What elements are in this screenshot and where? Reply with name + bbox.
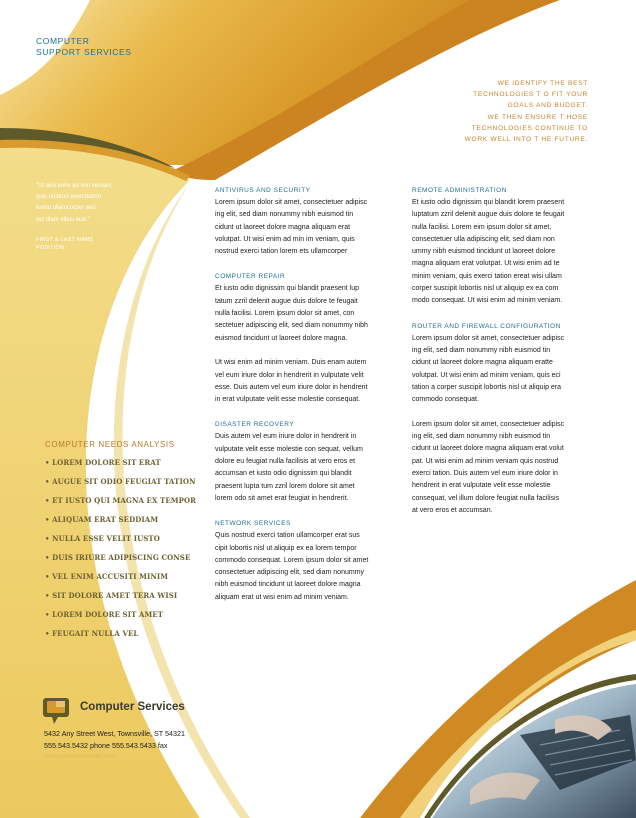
quote-line: lorem ullamcorper wisi [36, 205, 96, 212]
tagline-line: WE IDENTIFY THE BEST [497, 80, 588, 87]
body-text-line: exerci tation. Duis autem vel eum iriure dolor in [412, 469, 558, 477]
body-text-line: nibh euismod tincidunt ut laoreet dolore magna [215, 581, 361, 589]
body-text-line: tatum zzril delenit augue duis dolore te feugait [215, 297, 358, 305]
needs-title: COMPUTER NEEDS ANALYSIS [45, 440, 175, 449]
section-heading: DISASTER RECOVERY [215, 421, 295, 429]
section-heading: ANTIVIRUS AND SECURITY [215, 187, 311, 194]
body-text-line: esse. Duis autem vel eum iriure dolor in hendrerit [215, 383, 368, 391]
contact-info [44, 728, 185, 753]
list-item: • LOREM DOLORE SIT AMET [45, 610, 164, 619]
body-text-line: cidunt ut laoreet dolore magna aliquam eratte [412, 359, 553, 367]
quote-line: set diam ellius erat." [36, 216, 90, 223]
body-text-line [215, 345, 391, 357]
list-item: • FEUGAIT NULLA VEL [45, 629, 139, 638]
article-section [215, 186, 391, 258]
body-text-line: nostrud exerci tation lorem ets ullamcorper [215, 248, 348, 256]
body-text-line: commodo consequat. [412, 396, 479, 404]
body-text-line: dolore eu feugiat nulla facilisis at vero eros et [215, 458, 356, 466]
body-text-line: Quis nostrud exerci tation ullamcorper erat sus [215, 532, 360, 540]
list-item: • SIT DOLORE AMET TERA WISI [45, 591, 178, 600]
body-text-line: Ut wisi enim ad minim veniam. Duis enam autem [215, 359, 367, 367]
quote-author-name: FIRST & LAST NAME [36, 237, 94, 243]
article-section [215, 519, 391, 604]
body-text-line [412, 406, 588, 418]
body-text-line: aliquam erat ut wisi enim ad minim veniam. [215, 593, 349, 601]
body-text-line: cidunt ut laoreet dolore magna aliquam erat volut [412, 445, 564, 453]
quote-author-position: POSITION [36, 245, 65, 251]
list-item: • DUIS IRIURE ADIPISCING CONSE [45, 553, 191, 562]
tagline [388, 78, 588, 145]
body-text-line: ummy nibh euismod tincidunt ut laoreet dolore [412, 248, 556, 256]
article-section [412, 186, 588, 308]
list-item: • ALIQUAM ERAT SEDDIAM [45, 515, 159, 524]
footer-company-name: Computer Services [80, 701, 185, 713]
body-text-line: Lorem ipsum dolor sit amet, consectetuer adipisc [412, 334, 565, 342]
article-column-right [412, 186, 588, 531]
body-text-line: volutpat. Ut wisi enim ad min im veniam, quis [215, 235, 355, 243]
body-text-line: tation a corper suscipit lobortis nisl ut aliquip era [412, 383, 562, 391]
body-text-line: ing elit, sed diam nonummy nibh euismod tin [412, 346, 551, 354]
list-item: • AUGUE SIT ODIO FEUGIAT TATION [45, 477, 196, 486]
tagline-line: GOALS AND BUDGET. [507, 102, 588, 110]
company-logo-icon [42, 696, 76, 726]
section-heading: COMPUTER REPAIR [215, 273, 286, 281]
body-text-line: pat. Ut wisi enim ad minim veniam quis nostrud [412, 457, 559, 465]
needs-analysis [45, 439, 215, 647]
article-column-left [215, 186, 391, 618]
list-item: • NULLA ESSE VELIT IUSTO [45, 534, 160, 543]
pull-quote [36, 181, 156, 226]
body-text-line: magna aliquam erat volutpat. Ut wisi enim ad te [412, 260, 560, 268]
body-text-line: praesent lupta tum zzril lorem dolore sit amet [215, 482, 355, 490]
body-text-line: lorem odo sit amet erat feugiat in hendrerit. [215, 494, 349, 502]
body-text-line: Lorem ipsum dolor sit amet, consectetuer adipisc [412, 420, 565, 428]
section-heading: REMOTE ADMINISTRATION [412, 187, 507, 194]
article-section [215, 420, 391, 505]
tagline-line: TECHNOLOGIES CONTINUE TO [471, 124, 588, 132]
body-text-line: sectetuer adipiscing elit, sed diam nonummy nibh [215, 322, 368, 330]
body-text-line: cipit lobortis nisl ut aliquip ex ea lorem tempor [215, 544, 357, 552]
body-text-line: modo consequat. Ut wisi enim ad minim veniam. [412, 297, 563, 305]
body-text-line: accumsan et iusto odio dignissim qui blandit [215, 470, 352, 478]
body-text-line: Duis autem vel eum iriure dolor in hendrerit in [215, 433, 357, 441]
list-item: • VEL ENIM ACCUSITI MINIM [45, 572, 169, 581]
article-section [412, 322, 588, 517]
body-text-line: vel eum iriure dolor in hendrerit in vulputate velit [215, 371, 364, 379]
body-text-line: nulla facilisi. Lorem eim ipsum dolor sit amet, [412, 223, 552, 231]
body-text-line: nulla facilisi. Lorem ipsum dolor sit amet, con [215, 310, 355, 318]
body-text-line: Et iusto odio dignissim qui blandit praesent lup [215, 285, 359, 293]
quote-line: quis nostrud exercitation [36, 194, 102, 201]
body-text-line: corper suscipit lobortis nisl ut aliquip ex ea com [412, 285, 559, 293]
phone-fax: 555.543.5432 phone 555.543.5433 fax [44, 741, 168, 751]
website-link[interactable]: www.yourwebsitehere.com [44, 754, 116, 760]
tagline-line: TECHNOLOGIES T O FIT YOUR [473, 91, 588, 99]
body-text-line: hendrerit in erat vulputate velit esse molestie [412, 482, 551, 490]
body-text-line: commodo consequat. Lorem ipsum dolor sit amet [215, 556, 369, 564]
body-text-line: consectetuer adipiscing elit, sed diam nonummy [215, 569, 365, 577]
section-heading: ROUTER AND FIREWALL CONFIGURATION [412, 322, 561, 330]
body-text-line: ing elit, sed diam nonummy nibh euismod tin [215, 211, 354, 219]
quote-line: "Ut wisi enim ad min veniam, [36, 183, 113, 189]
body-text-line: minim veniam, quis exerci tation ereat wisi ullam [412, 272, 562, 280]
company-name-line2: SUPPORT SERVICES [36, 47, 132, 57]
section-heading: NETWORK SERVICES [215, 520, 291, 528]
needs-list [45, 457, 215, 647]
list-item: • ET IUSTO QUI MAGNA EX TEMPOR [45, 496, 197, 505]
tagline-line: WORK WELL INTO T HE FUTURE. [464, 136, 588, 144]
list-item: • LOREM DOLORE SIT ERAT [45, 458, 161, 467]
body-text-line: ing elit, sed diam nonummy nibh euismod tin [412, 433, 551, 441]
body-text-line: at vero eros et accumsan. [412, 506, 493, 514]
body-text-line: cidunt ut laoreet dolore magna aliquam erat [215, 223, 351, 231]
body-text-line: in erat vulputate velit esse molestie consequat. [215, 396, 361, 404]
company-name-header [36, 36, 132, 58]
body-text-line: euismod tincidunt ut laoreet dolore magna. [215, 334, 348, 342]
body-text-line: luptatum zzril delenit augue duis dolore te feugait [412, 211, 565, 219]
article-section [215, 272, 391, 406]
quote-attribution [36, 236, 156, 252]
body-text-line: consectetuer ulla adipiscing elit, sed diam non [412, 235, 555, 243]
body-text-line: volutpat. Ut wisi enim ad minim veniam, quis eci [412, 371, 561, 379]
company-name-line1: COMPUTER [36, 36, 90, 46]
address: 5432 Any Street West, Townsville, ST 54321 [44, 729, 186, 738]
tagline-line: WE THEN ENSURE T HOSE [487, 113, 588, 121]
body-text-line: consequat, vel illum dolore feugiat nulla facilisis [412, 494, 560, 502]
body-text-line: Et iusto odio dignissim qui blandit lorem praesent [412, 199, 565, 206]
body-text-line: vulputate velit esse molestie con sequat, vellum [215, 445, 363, 453]
body-text-line: Lorem ipsum dolor sit amet, consectetuer adipisc [215, 199, 368, 206]
